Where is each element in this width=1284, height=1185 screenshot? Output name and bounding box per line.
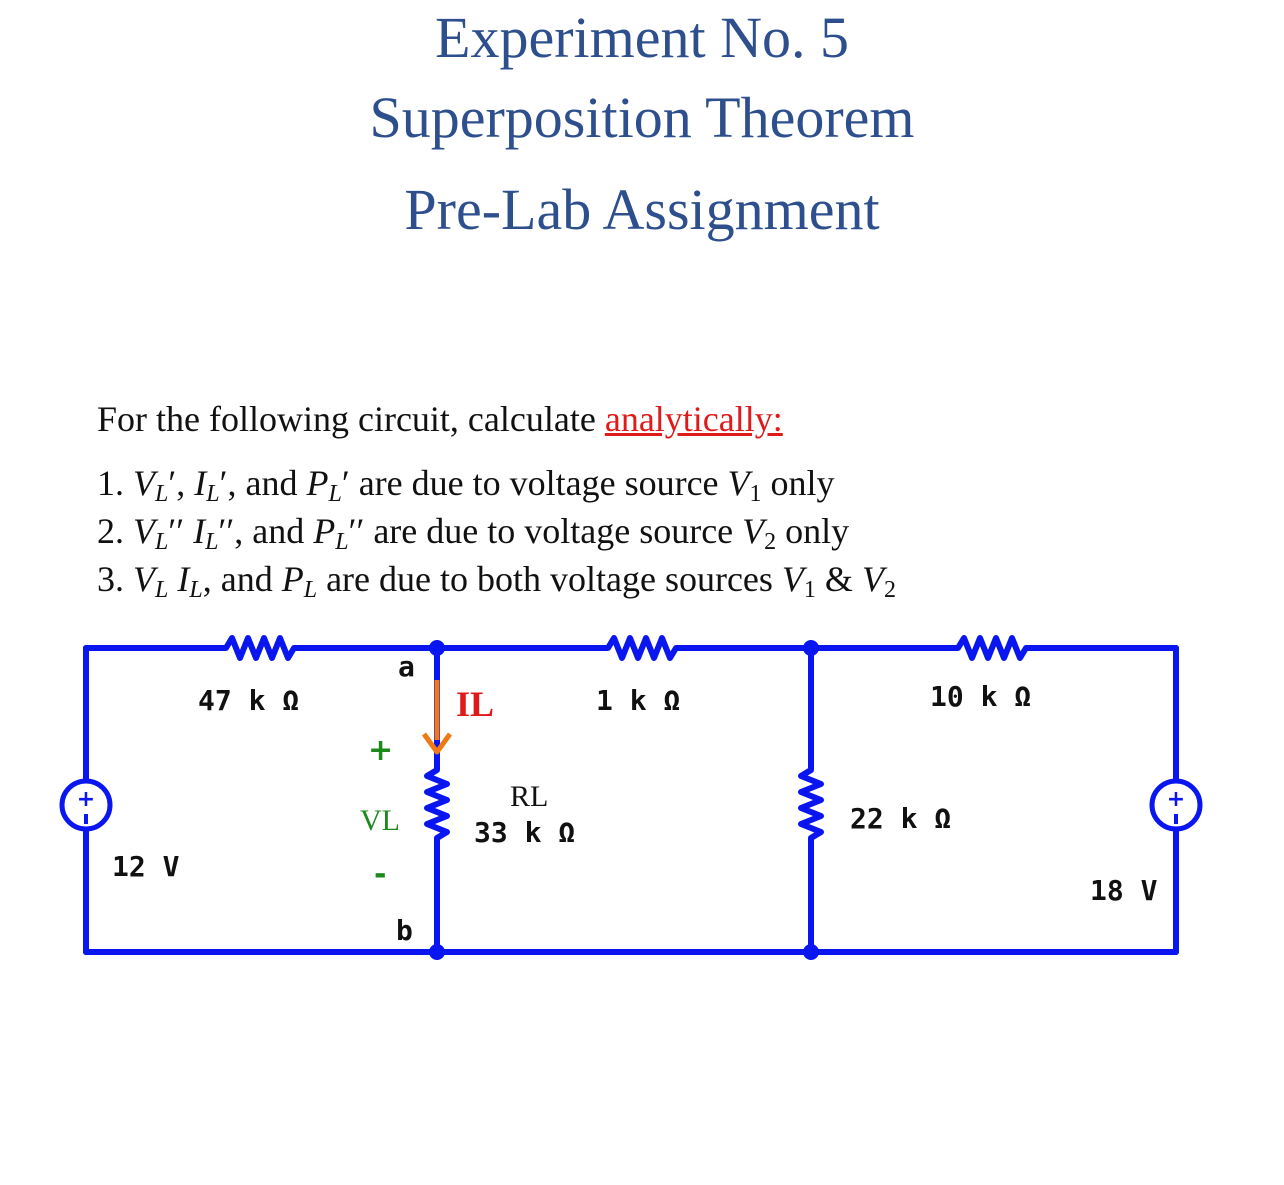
- math-i: I: [193, 511, 206, 551]
- wire-22k-branch: [801, 648, 821, 952]
- math-sub: L: [303, 577, 318, 603]
- label-vl-plus: +: [368, 733, 394, 768]
- math-sub: 1: [803, 577, 816, 603]
- title-experiment: Experiment No. 5: [435, 5, 849, 70]
- task-text: are due to voltage source: [373, 511, 734, 551]
- math-sub: 2: [883, 577, 896, 603]
- math-sub: 2: [764, 529, 777, 555]
- label-source-left: 12 V: [112, 850, 180, 883]
- math-sub: L: [205, 529, 219, 555]
- task-text: only: [770, 463, 835, 503]
- math-dprime: ′′: [218, 511, 235, 551]
- math-p: P: [313, 511, 336, 551]
- label-source-right: 18 V: [1090, 874, 1158, 907]
- voltage-source-right-icon: [1152, 781, 1200, 829]
- task-number: 1.: [97, 463, 124, 503]
- math-v: V: [861, 559, 884, 599]
- task-number: 3.: [97, 559, 124, 599]
- math-prime: ′: [219, 463, 228, 503]
- math-and: , and: [234, 511, 305, 551]
- math-v: V: [133, 511, 155, 551]
- math-sub: L: [155, 577, 169, 603]
- node-dot: [803, 944, 819, 960]
- math-prime: ′: [168, 463, 177, 503]
- math-sub: L: [206, 481, 220, 507]
- math-v: V: [742, 511, 765, 551]
- wire-top-right: [811, 638, 1176, 658]
- label-rl-value: 33 k Ω: [474, 816, 576, 849]
- label-vl-minus: -: [374, 857, 387, 892]
- math-p: P: [306, 463, 329, 503]
- math-dprime: ′′: [348, 511, 365, 551]
- node-b-dot: [429, 944, 445, 960]
- math-v: V: [727, 463, 750, 503]
- label-il: IL: [456, 684, 495, 724]
- label-node-b: b: [396, 914, 413, 947]
- math-and: , and: [202, 559, 273, 599]
- task-joiner: &: [824, 559, 853, 599]
- math-and: , and: [227, 463, 298, 503]
- math-sub: L: [328, 481, 342, 507]
- label-vl: VL: [360, 804, 400, 837]
- intro-highlight: analytically:: [604, 399, 783, 439]
- math-p: P: [281, 559, 304, 599]
- label-r-10k: 10 k Ω: [930, 680, 1032, 713]
- math-sub: L: [189, 577, 203, 603]
- math-v: V: [133, 463, 155, 503]
- intro-prefix: For the following circuit, calculate: [97, 399, 605, 439]
- title-prelab: Pre-Lab Assignment: [404, 177, 880, 242]
- math-dprime: ′′: [168, 511, 185, 551]
- label-r-47k: 47 k Ω: [198, 684, 300, 717]
- math-prime: ′: [341, 463, 350, 503]
- source-left-plus: +: [76, 787, 96, 812]
- math-comma: ,: [176, 463, 186, 503]
- math-sub: L: [155, 481, 169, 507]
- task-number: 2.: [97, 511, 124, 551]
- voltage-source-left-icon: [62, 781, 110, 829]
- title-theorem: Superposition Theorem: [369, 85, 915, 150]
- math-sub: L: [335, 529, 349, 555]
- math-i: I: [177, 559, 190, 599]
- wire-top-mid: [437, 638, 811, 658]
- source-right-plus: +: [1166, 787, 1186, 812]
- task-text: only: [785, 511, 850, 551]
- task-text: are due to voltage source: [358, 463, 719, 503]
- node-a-dot: [429, 640, 445, 656]
- label-r-1k: 1 k Ω: [596, 684, 681, 717]
- math-sub: L: [155, 529, 169, 555]
- math-i: I: [194, 463, 207, 503]
- wire-top-left: [86, 638, 437, 658]
- task-text: are due to both voltage sources: [326, 559, 773, 599]
- label-r-22k: 22 k Ω: [850, 802, 952, 835]
- label-node-a: a: [398, 650, 415, 683]
- label-rl-name: RL: [510, 780, 549, 813]
- math-v: V: [133, 559, 155, 599]
- math-v: V: [781, 559, 804, 599]
- math-sub: 1: [749, 481, 762, 507]
- node-dot: [803, 640, 819, 656]
